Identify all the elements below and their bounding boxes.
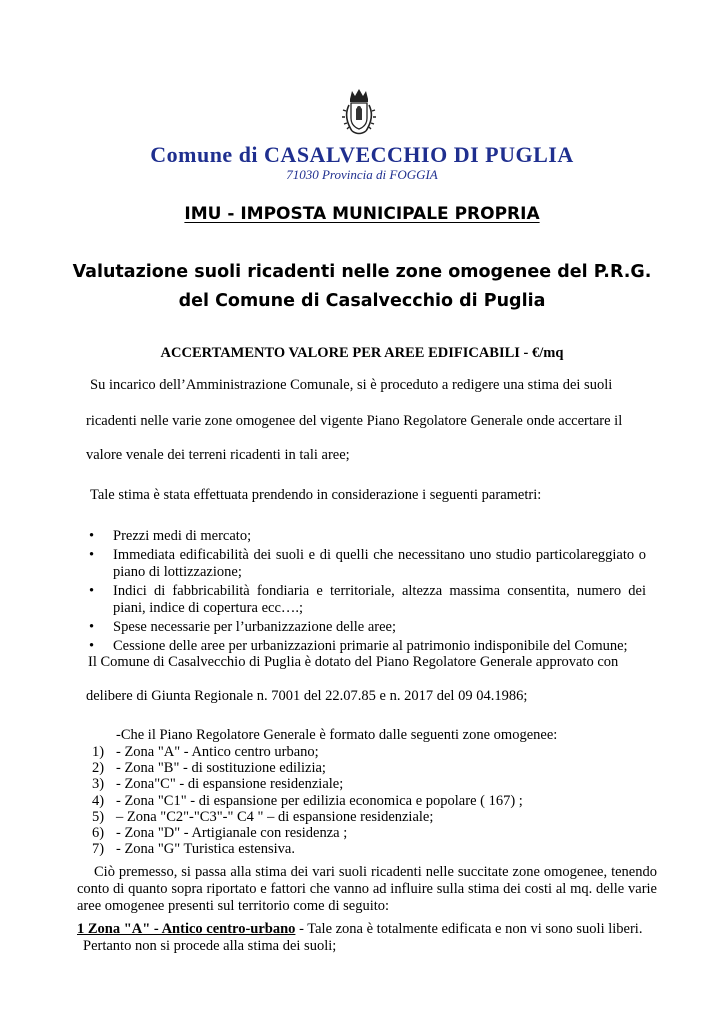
list-item: 6) - Zona "D" - Artigianale con residenza ; — [92, 825, 348, 842]
list-item: • Immediata edificabilità dei suoli e di quelli che necessitano uno studio particolareggiato o piano di lottizzazione; — [89, 547, 646, 580]
valutazione-line-1: Valutazione suoli ricadenti nelle zone omogenee del P.R.G. — [72, 262, 652, 282]
bullet-icon: • — [89, 528, 95, 544]
intro-line-3: valore venale dei terreni ricadenti in tali aree; — [86, 447, 350, 463]
zones-list — [92, 744, 523, 857]
parametri-intro: Tale stima è stata effettuata prendendo in considerazione i seguenti parametri: — [90, 487, 542, 503]
bullet-icon: • — [89, 583, 95, 599]
intro-line-2: ricadenti nelle varie zone omogenee del vigente Piano Regolatore Generale onde accertare il — [86, 413, 623, 429]
municipal-crest-icon — [340, 87, 378, 139]
list-item: 1) - Zona "A" - Antico centro urbano; — [92, 744, 319, 760]
list-item: • Prezzi medi di mercato; — [89, 528, 252, 544]
prg-line-2: delibere di Giunta Regionale n. 7001 del 22.07.85 e n. 2017 del 09 04.1986; — [86, 688, 528, 704]
zona-a-label: 1 Zona "A" - Antico centro-urbano — [77, 921, 296, 937]
list-item: • Spese necessarie per l’urbanizzazione delle aree; — [89, 619, 396, 635]
bullet-icon: • — [89, 547, 95, 563]
zona-a-paragraph — [77, 921, 642, 955]
list-item: • Cessione delle aree per urbanizzazioni primarie al patrimonio indisponibile del Comune; — [89, 638, 628, 654]
list-item: 3) - Zona"C" - di espansione residenziale; — [92, 776, 344, 793]
zones-intro: -Che il Piano Regolatore Generale è formato dalle seguenti zone omogenee: — [116, 727, 558, 743]
parametri-list — [86, 528, 646, 657]
list-item: • Indici di fabbricabilità fondiaria e territoriale, altezza massima consentita, numero dei piani, indice di copertura ecc….; — [89, 583, 646, 616]
prg-line-1: Il Comune di Casalvecchio di Puglia è dotato del Piano Regolatore Generale approvato con — [88, 654, 619, 670]
list-item: 7) - Zona "G" Turistica estensiva. — [92, 841, 295, 858]
imu-heading: IMU - IMPOSTA MUNICIPALE PROPRIA — [184, 204, 540, 224]
zona-a-line-2: Pertanto non si procede alla stima dei suoli; — [83, 938, 337, 954]
bullet-icon: • — [89, 619, 95, 635]
intro-line-1: Su incarico dell’Amministrazione Comunale, si è proceduto a redigere una stima dei suoli — [90, 377, 613, 393]
accertamento-heading: ACCERTAMENTO VALORE PER AREE EDIFICABILI - €/mq — [160, 345, 564, 361]
bullet-icon: • — [89, 638, 95, 654]
zona-a-text: - Tale zona è totalmente edificata e non vi sono suoli liberi. — [295, 921, 643, 937]
closing-paragraph: Ciò premesso, si passa alla stima dei vari suoli ricadenti nelle succitate zone omogenee, tenendo conto di quanto sopra riportato e fattori che vanno ad influire sulla stima dei costi al mq. delle varie aree omogenee presenti sul territorio come di seguito: — [77, 864, 657, 914]
valutazione-line-2: del Comune di Casalvecchio di Puglia — [178, 291, 546, 311]
comune-title: Comune di CASALVECCHIO DI PUGLIA — [150, 142, 574, 167]
provincia-subtitle: 71030 Provincia di FOGGIA — [286, 167, 438, 182]
list-item: 5) – Zona "C2"-"C3"-" C4 " – di espansione residenziale; — [92, 808, 434, 825]
list-item: 4) - Zona "C1" - di espansione per edilizia economica e popolare ( 167) ; — [92, 792, 523, 809]
valutazione-heading — [0, 258, 724, 316]
list-item: 2) - Zona "B" - di sostituzione edilizia; — [92, 760, 326, 777]
